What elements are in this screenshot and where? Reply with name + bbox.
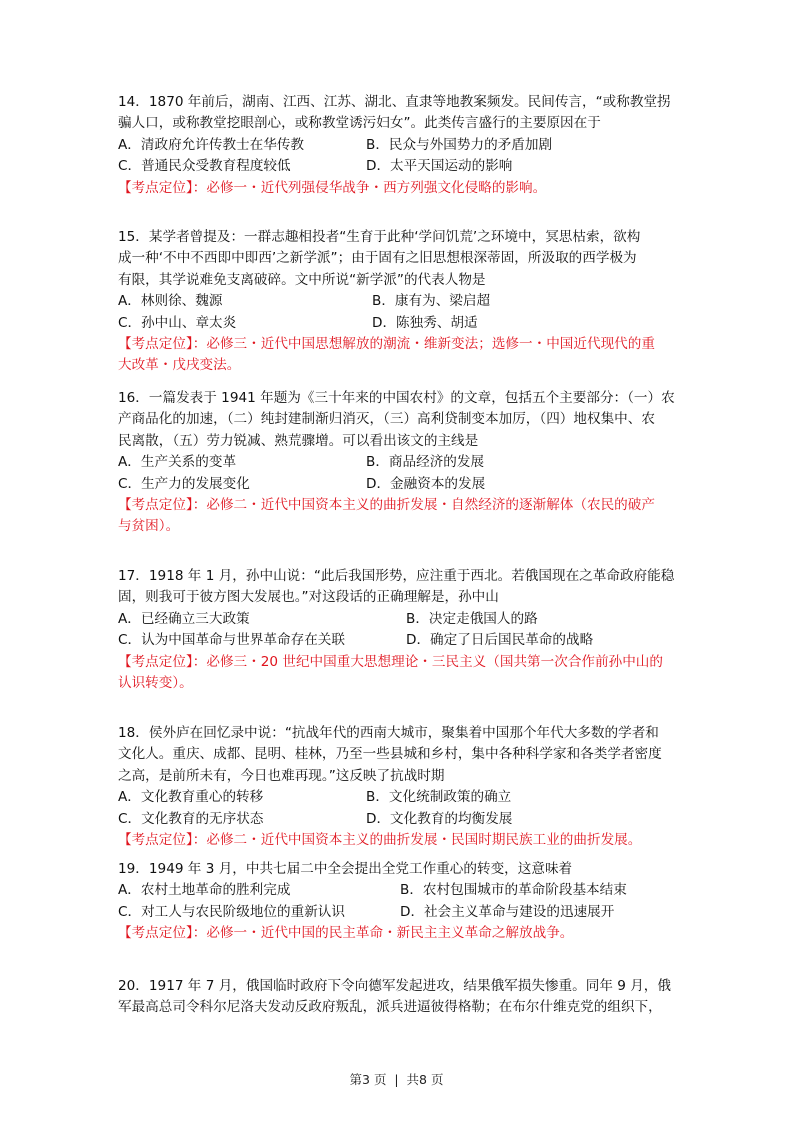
question-20: [118, 976, 688, 1019]
option-B: B．民众与外国势力的矛盾加剧: [366, 136, 553, 153]
option-D: D．确定了日后国民革命的战略: [406, 632, 594, 649]
question-stem-line: 20．1917 年 7 月，俄国临时政府下令向德军发起进攻，结果俄军损失惨重。同年 9 月，俄: [118, 978, 671, 994]
option-B: B．农村包围城市的革命阶段基本结束: [400, 882, 627, 899]
option-B: B．文化统制政策的确立: [366, 789, 512, 806]
question-stem-line: 民离散，（五）劳力锐减、熟荒骤增。可以看出该文的主线是: [118, 432, 479, 449]
knowledge-point-note: 认识转变）。: [118, 674, 193, 691]
option-B: B．康有为、梁启超: [372, 293, 491, 310]
question-stem-line: 19．1949 年 3 月，中共七届二中全会提出全党工作重心的转变，这意味着: [118, 861, 573, 877]
option-D: D．金融资本的发展: [366, 475, 486, 492]
options-row: [118, 452, 688, 473]
knowledge-point-note: 【考点定位】：必修一・近代列强侵华战争・西方列强文化侵略的影响。: [118, 179, 547, 196]
question-stem-line: 骗人口，或称教堂挖眼剖心，或称教堂诱污妇女”。此类传言盛行的主要原因在于: [118, 115, 601, 132]
option-A: A．农村土地革命的胜利完成: [118, 882, 291, 899]
options-row: [118, 630, 688, 651]
option-A: A．林则徐、魏源: [118, 293, 223, 310]
question-stem-line: 产商品化的加速，（二）纯封建制渐归消灭，（三）高利贷制变本加厉，（四）地权集中、农: [118, 411, 655, 428]
option-A: A．已经确立三大政策: [118, 610, 250, 627]
option-A: A．文化教育重心的转移: [118, 789, 264, 806]
question-19: [118, 859, 688, 945]
question-15: [118, 227, 688, 377]
knowledge-point-note: 【考点定位】：必修二・近代中国资本主义的曲折发展・自然经济的逐渐解体（农民的破产: [118, 496, 655, 513]
option-C: C．孙中山、章太炎: [118, 314, 237, 331]
question-14: [118, 92, 688, 199]
question-stem-line: 军最高总司令科尔尼洛夫发动反政府叛乱，派兵进逼彼得格勒；在布尔什维克党的组织下，: [118, 999, 662, 1016]
options-row: [118, 135, 688, 156]
option-A: A．生产关系的变革: [118, 454, 237, 471]
question-stem-line: 14．1870 年前后，湖南、江西、江苏、湖北、直隶等地教案频发。民间传言，“或称教堂拐: [118, 94, 671, 110]
options-row: [118, 880, 688, 901]
options-row: [118, 474, 688, 495]
page-footer: 第3 页 | 共8 页: [349, 1072, 444, 1087]
question-stem-line: 文化人。重庆、成都、昆明、桂林，乃至一些县城和乡村，集中各种科学家和各类学者密度: [118, 746, 662, 763]
knowledge-point-note: 与贫困）。: [118, 518, 180, 535]
knowledge-point-note: 【考点定位】：必修一・近代中国的民主革命・新民主主义革命之解放战争。: [118, 925, 574, 942]
question-stem-line: 15．某学者曾提及：一群志趣相投者“生育于此种‘学问饥荒’之环境中，冥思枯索，欲构: [118, 229, 641, 245]
option-D: D．文化教育的均衡发展: [366, 810, 513, 827]
knowledge-point-note: 【考点定位】：必修二・近代中国资本主义的曲折发展・民国时期民族工业的曲折发展。: [118, 831, 642, 848]
options-row: [118, 609, 688, 630]
question-stem-line: 成一种‘不中不西即中即西’之新学派”；由于固有之旧思想根深蒂固，所汲取的西学极为: [118, 250, 637, 267]
option-C: C．文化教育的无序状态: [118, 810, 264, 827]
option-C: C．普通民众受教育程度较低: [118, 158, 291, 175]
option-C: C．对工人与农民阶级地位的重新认识: [118, 903, 345, 920]
question-stem-line: 之高，是前所未有，今日也难再现。”这反映了抗战时期: [118, 767, 445, 784]
option-D: D．社会主义革命与建设的迅速展开: [400, 903, 615, 920]
question-stem-line: 18．侯外庐在回忆录中说：“抗战年代的西南大城市，聚集着中国那个年代大多数的学者和: [118, 725, 659, 741]
question-stem-line: 16．一篇发表于 1941 年题为《三十年来的中国农村》的文章，包括五个主要部分：（一）农: [118, 390, 675, 406]
question-18: [118, 723, 688, 851]
options-row: [118, 809, 688, 830]
option-D: D．陈独秀、胡适: [372, 314, 478, 331]
option-C: C．认为中国革命与世界革命存在关联: [118, 632, 345, 649]
question-17: [118, 566, 688, 694]
knowledge-point-note: 【考点定位】：必修三・近代中国思想解放的潮流・维新变法；选修一・中国近代现代的重: [118, 335, 655, 352]
question-stem-line: 17．1918 年 1 月，孙中山说：“此后我国形势，应注重于西北。若俄国现在之革命政府能稳: [118, 568, 675, 584]
question-16: [118, 388, 688, 538]
option-B: B．商品经济的发展: [366, 454, 485, 471]
options-row: [118, 156, 688, 177]
option-B: B．决定走俄国人的路: [406, 610, 538, 627]
question-stem-line: 固，则我可于彼方图大发展也。”对这段话的正确理解是，孙中山: [118, 589, 499, 606]
option-A: A．清政府允许传教士在华传教: [118, 136, 305, 153]
options-row: [118, 787, 688, 808]
options-row: [118, 313, 688, 334]
knowledge-point-note: 大改革・戊戌变法。: [118, 357, 241, 374]
options-row: [118, 902, 688, 923]
option-D: D．太平天国运动的影响: [366, 158, 513, 175]
question-stem-line: 有限，其学说难免支离破碎。文中所说“新学派”的代表人物是: [118, 271, 486, 288]
option-C: C．生产力的发展变化: [118, 475, 250, 492]
knowledge-point-note: 【考点定位】：必修三・20 世纪中国重大思想理论・三民主义（国共第一次合作前孙中山的: [118, 653, 663, 670]
options-row: [118, 291, 688, 312]
